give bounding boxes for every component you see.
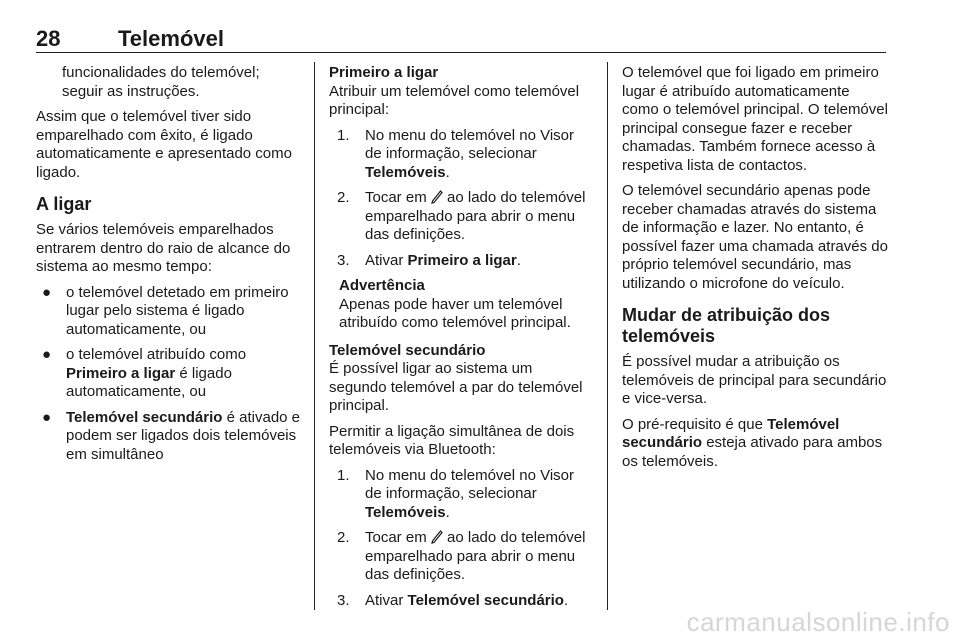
chapter-title: Telemóvel [118,26,224,51]
step-number: 1. [337,466,350,484]
paragraph-prerequisite [622,416,888,472]
step-bold: Primeiro a ligar [407,251,517,269]
list-item [36,346,302,402]
bullet-icon: ● [42,346,52,363]
list-item-text: o telemóvel detetado em primeiro lugar pelo sistema é ligado automaticamente, ou [66,283,289,338]
bullet-list [36,284,302,465]
step-text: Ativar [365,591,408,609]
column-2 [329,64,592,617]
list-item-text-after: é ativado e podem ser ligados dois telemóveis em simultâneo [66,408,301,463]
paragraph-secondary-phone: O telemóvel secundário apenas pode receber chamadas através do sistema de informação e lazer. No entanto, é possível fazer uma chamada através do próprio telemóvel secundário, mas utilizando o microfone do veículo. [622,182,888,292]
steps-list-1 [329,127,592,271]
note-title: Advertência [339,277,425,294]
step-text-after: . [563,591,569,609]
continued-line-1: funcionalidades do telemóvel; [62,64,260,81]
step-bold: Telemóveis [365,163,446,181]
continued-line-2: seguir as instruções. [62,82,200,100]
pencil-icon [431,190,443,204]
step-text: Ativar [365,251,408,269]
step-text: No menu do telemóvel no Visor de informação, selecionar [365,126,575,162]
column-3 [622,64,888,478]
step-text: Tocar em [365,529,427,546]
page-header [36,26,886,54]
prereq-bold: Telemóvel secundário [622,415,840,451]
step-number: 2. [337,529,350,546]
list-item [335,592,592,611]
list-item [36,284,302,340]
paragraph-assign-primary: Atribuir um telemóvel como telemóvel principal: [329,82,580,118]
prereq-text-after: esteja ativado para ambos os telemóveis. [622,434,883,470]
step-number: 3. [337,591,350,609]
list-item [335,127,592,183]
step-number: 3. [337,251,350,269]
prereq-text: O pré-requisito é que [622,415,768,433]
step-text-after: . [516,251,521,269]
step-number: 2. [337,189,350,206]
list-item-bold: Primeiro a ligar [66,364,176,382]
step-text-after: ao lado do telemóvel emparelhado para abrir o menu das definições. [365,529,586,583]
list-item-text: o telemóvel atribuído como [66,346,247,363]
continued-text [36,64,302,101]
paragraph-bluetooth: Permitir a ligação simultânea de dois telemóveis via Bluetooth: [329,422,575,458]
paragraph-multiple-phones: Se vários telemóveis emparelhados entrarem dentro do raio de alcance do sistema ao mesmo tempo: [36,221,291,275]
paragraph-primary-phone: O telemóvel que foi ligado em primeiro lugar é atribuído automaticamente como o telemóvel principal. O telemóvel principal consegue fazer e receber chamadas. Também fornece acesso à respetiva lista de contactos. [622,64,888,174]
column-1 [36,64,302,471]
list-item [335,252,592,271]
watermark: carmanualsonline.info [686,607,950,637]
step-text: No menu do telemóvel no Visor de informação, selecionar [365,466,575,502]
paragraph-secondary: É possível ligar ao sistema um segundo telemóvel a par do telemóvel principal. [329,360,583,414]
step-bold: Telemóvel secundário [407,591,564,609]
step-text: Tocar em [365,189,427,206]
pencil-icon [431,530,443,544]
note-box [329,277,592,333]
bullet-icon: ● [42,408,52,426]
list-item [335,189,592,245]
steps-list-2 [329,467,592,611]
column-divider-2 [607,62,608,610]
bullet-icon: ● [42,283,52,301]
step-text-after: ao lado do telemóvel emparelhado para abrir o menu das definições. [365,189,586,243]
list-item [36,409,302,465]
paragraph-change-assignment: É possível mudar a atribuição os telemóveis de principal para secundário e vice-versa. [622,353,887,407]
step-bold: Telemóveis [365,503,446,521]
list-item [335,467,592,523]
heading-mudar-atribuicao: Mudar de atribuição dos telemóveis [622,305,831,346]
note-text: Apenas pode haver um telemóvel atribuído como telemóvel principal. [339,295,571,331]
paragraph-paired: Assim que o telemóvel tiver sido emparelhado com êxito, é ligado automaticamente e apresentado como ligado. [36,108,292,181]
list-item-bold: Telemóvel secundário [66,408,223,426]
page-number: 28 [36,26,61,51]
step-number: 1. [337,126,350,144]
header-rule [36,52,886,53]
list-item [335,529,592,585]
list-item-text-after: é ligado automaticamente, ou [66,364,232,400]
column-divider-1 [314,62,315,610]
heading-a-ligar: A ligar [36,194,92,214]
subheading-primeiro-a-ligar: Primeiro a ligar [329,64,439,81]
step-text-after: . [445,503,450,521]
step-text-after: . [445,163,450,181]
subheading-telemovel-secundario: Telemóvel secundário [329,341,486,359]
